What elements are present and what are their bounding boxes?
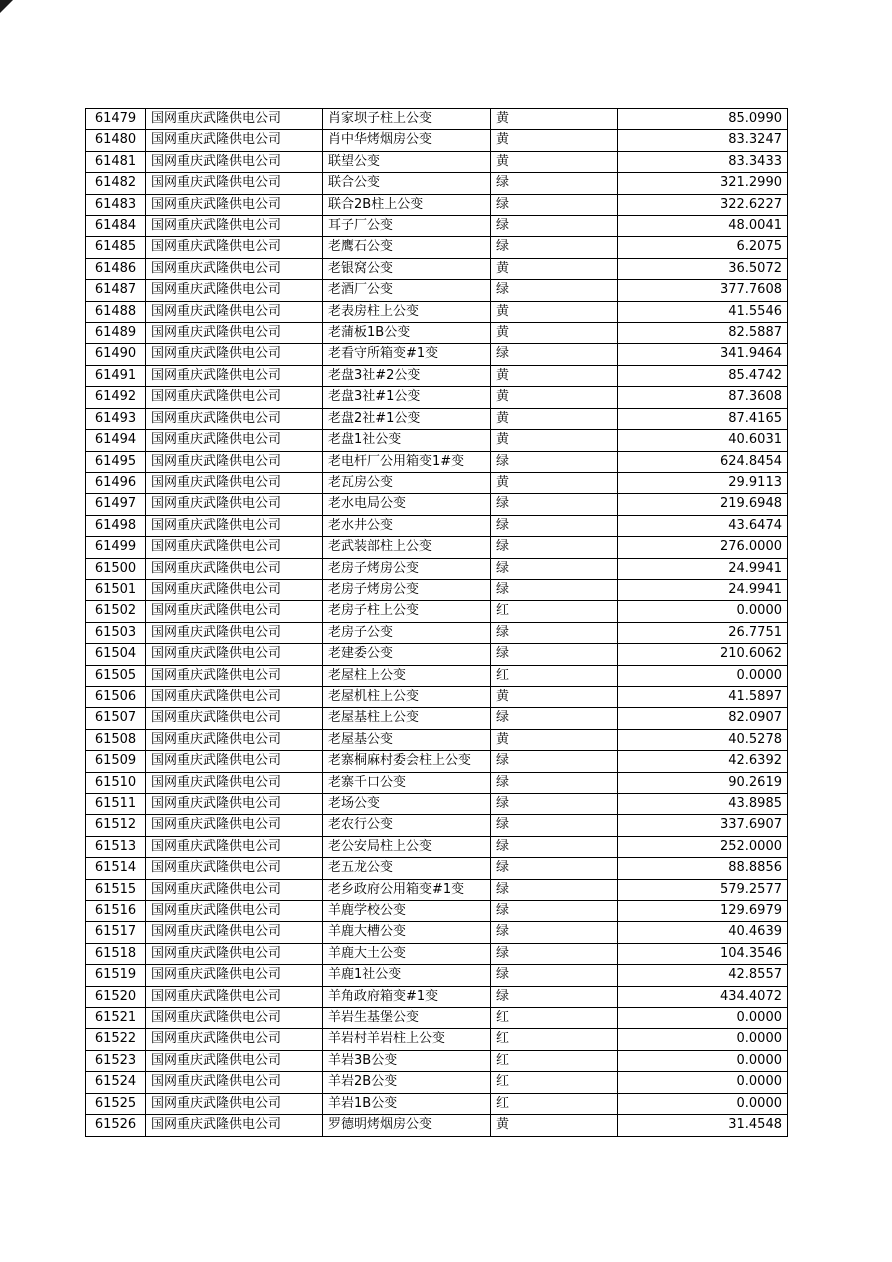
cell-value: 43.8985 [618, 794, 788, 815]
cell-value: 252.0000 [618, 836, 788, 857]
cell-value: 83.3433 [618, 151, 788, 172]
cell-status: 黄 [491, 729, 618, 750]
cell-row-id: 61490 [86, 344, 146, 365]
cell-value: 322.6227 [618, 194, 788, 215]
table-row [86, 601, 788, 622]
table-row [86, 558, 788, 579]
cell-transformer-name: 羊鹿大土公变 [323, 943, 491, 964]
cell-status: 绿 [491, 836, 618, 857]
cell-row-id: 61514 [86, 858, 146, 879]
cell-status: 绿 [491, 280, 618, 301]
cell-row-id: 61485 [86, 237, 146, 258]
cell-company: 国网重庆武隆供电公司 [146, 858, 323, 879]
cell-value: 40.5278 [618, 729, 788, 750]
cell-transformer-name: 老寨千口公变 [323, 772, 491, 793]
cell-row-id: 61503 [86, 622, 146, 643]
cell-company: 国网重庆武隆供电公司 [146, 109, 323, 130]
cell-value: 87.3608 [618, 387, 788, 408]
cell-value: 0.0000 [618, 1029, 788, 1050]
cell-transformer-name: 羊岩2B公变 [323, 1072, 491, 1093]
cell-value: 42.6392 [618, 751, 788, 772]
cell-transformer-name: 老公安局柱上公变 [323, 836, 491, 857]
table-row [86, 1050, 788, 1071]
cell-row-id: 61493 [86, 408, 146, 429]
cell-transformer-name: 罗德明烤烟房公变 [323, 1115, 491, 1136]
cell-value: 48.0041 [618, 216, 788, 237]
cell-company: 国网重庆武隆供电公司 [146, 408, 323, 429]
cell-status: 绿 [491, 622, 618, 643]
table-row [86, 237, 788, 258]
cell-row-id: 61511 [86, 794, 146, 815]
cell-transformer-name: 肖家坝子柱上公变 [323, 109, 491, 130]
cell-value: 40.4639 [618, 922, 788, 943]
cell-transformer-name: 老房子公变 [323, 622, 491, 643]
table-row [86, 1029, 788, 1050]
page-corner-mark [0, 0, 13, 13]
cell-row-id: 61487 [86, 280, 146, 301]
cell-status: 绿 [491, 537, 618, 558]
table-row [86, 879, 788, 900]
cell-company: 国网重庆武隆供电公司 [146, 515, 323, 536]
cell-company: 国网重庆武隆供电公司 [146, 216, 323, 237]
cell-company: 国网重庆武隆供电公司 [146, 1072, 323, 1093]
cell-row-id: 61515 [86, 879, 146, 900]
cell-company: 国网重庆武隆供电公司 [146, 173, 323, 194]
cell-transformer-name: 老房子柱上公变 [323, 601, 491, 622]
cell-transformer-name: 联合公变 [323, 173, 491, 194]
cell-transformer-name: 老水电局公变 [323, 494, 491, 515]
cell-status: 绿 [491, 237, 618, 258]
cell-status: 绿 [491, 772, 618, 793]
cell-company: 国网重庆武隆供电公司 [146, 430, 323, 451]
table-row [86, 858, 788, 879]
cell-value: 43.6474 [618, 515, 788, 536]
cell-value: 210.6062 [618, 644, 788, 665]
table-row [86, 965, 788, 986]
cell-row-id: 61516 [86, 901, 146, 922]
cell-status: 绿 [491, 644, 618, 665]
cell-company: 国网重庆武隆供电公司 [146, 836, 323, 857]
table-row [86, 408, 788, 429]
cell-status: 绿 [491, 173, 618, 194]
cell-transformer-name: 羊鹿学校公变 [323, 901, 491, 922]
cell-status: 红 [491, 1072, 618, 1093]
cell-value: 24.9941 [618, 579, 788, 600]
cell-value: 26.7751 [618, 622, 788, 643]
cell-row-id: 61508 [86, 729, 146, 750]
cell-transformer-name: 老屋机柱上公变 [323, 686, 491, 707]
table-row [86, 430, 788, 451]
cell-transformer-name: 老鹰石公变 [323, 237, 491, 258]
cell-company: 国网重庆武隆供电公司 [146, 665, 323, 686]
cell-value: 276.0000 [618, 537, 788, 558]
cell-row-id: 61492 [86, 387, 146, 408]
cell-status: 绿 [491, 344, 618, 365]
table-row [86, 258, 788, 279]
cell-status: 绿 [491, 815, 618, 836]
cell-transformer-name: 老寨桐麻村委会柱上公变 [323, 751, 491, 772]
cell-status: 绿 [491, 858, 618, 879]
table-row [86, 772, 788, 793]
cell-row-id: 61500 [86, 558, 146, 579]
cell-status: 绿 [491, 494, 618, 515]
cell-status: 绿 [491, 901, 618, 922]
cell-row-id: 61497 [86, 494, 146, 515]
cell-row-id: 61524 [86, 1072, 146, 1093]
cell-status: 绿 [491, 515, 618, 536]
cell-transformer-name: 老屋基公变 [323, 729, 491, 750]
cell-row-id: 61509 [86, 751, 146, 772]
cell-transformer-name: 羊岩村羊岩柱上公变 [323, 1029, 491, 1050]
cell-value: 434.4072 [618, 986, 788, 1007]
table-row [86, 109, 788, 130]
cell-company: 国网重庆武隆供电公司 [146, 1093, 323, 1114]
cell-row-id: 61480 [86, 130, 146, 151]
cell-row-id: 61501 [86, 579, 146, 600]
table-row [86, 665, 788, 686]
cell-value: 0.0000 [618, 1050, 788, 1071]
table-body [86, 109, 788, 1137]
cell-company: 国网重庆武隆供电公司 [146, 130, 323, 151]
table-row [86, 216, 788, 237]
cell-status: 红 [491, 665, 618, 686]
cell-row-id: 61491 [86, 365, 146, 386]
cell-company: 国网重庆武隆供电公司 [146, 965, 323, 986]
cell-transformer-name: 老农行公变 [323, 815, 491, 836]
cell-company: 国网重庆武隆供电公司 [146, 237, 323, 258]
cell-value: 341.9464 [618, 344, 788, 365]
table-row [86, 901, 788, 922]
cell-company: 国网重庆武隆供电公司 [146, 344, 323, 365]
cell-company: 国网重庆武隆供电公司 [146, 301, 323, 322]
cell-company: 国网重庆武隆供电公司 [146, 323, 323, 344]
table-row [86, 344, 788, 365]
cell-transformer-name: 羊岩1B公变 [323, 1093, 491, 1114]
table-row [86, 365, 788, 386]
cell-row-id: 61488 [86, 301, 146, 322]
cell-value: 41.5546 [618, 301, 788, 322]
cell-transformer-name: 老盘2社#1公变 [323, 408, 491, 429]
cell-transformer-name: 老水井公变 [323, 515, 491, 536]
cell-transformer-name: 羊鹿1社公变 [323, 965, 491, 986]
table-row [86, 986, 788, 1007]
cell-row-id: 61495 [86, 451, 146, 472]
cell-value: 36.5072 [618, 258, 788, 279]
cell-row-id: 61507 [86, 708, 146, 729]
table-row [86, 323, 788, 344]
cell-company: 国网重庆武隆供电公司 [146, 1029, 323, 1050]
table-row [86, 1093, 788, 1114]
cell-transformer-name: 联望公变 [323, 151, 491, 172]
cell-status: 红 [491, 601, 618, 622]
cell-row-id: 61526 [86, 1115, 146, 1136]
cell-status: 红 [491, 1008, 618, 1029]
cell-status: 绿 [491, 194, 618, 215]
cell-transformer-name: 老盘3社#2公变 [323, 365, 491, 386]
cell-transformer-name: 羊角政府箱变#1变 [323, 986, 491, 1007]
cell-value: 87.4165 [618, 408, 788, 429]
cell-transformer-name: 老蒲板1B公变 [323, 323, 491, 344]
cell-row-id: 61523 [86, 1050, 146, 1071]
cell-company: 国网重庆武隆供电公司 [146, 943, 323, 964]
cell-row-id: 61505 [86, 665, 146, 686]
cell-status: 黄 [491, 472, 618, 493]
cell-status: 绿 [491, 922, 618, 943]
cell-transformer-name: 老屋基柱上公变 [323, 708, 491, 729]
cell-value: 85.0990 [618, 109, 788, 130]
cell-status: 红 [491, 1050, 618, 1071]
cell-row-id: 61483 [86, 194, 146, 215]
table-row [86, 515, 788, 536]
cell-status: 绿 [491, 451, 618, 472]
cell-company: 国网重庆武隆供电公司 [146, 644, 323, 665]
cell-value: 129.6979 [618, 901, 788, 922]
table-row [86, 494, 788, 515]
cell-value: 0.0000 [618, 665, 788, 686]
cell-row-id: 61506 [86, 686, 146, 707]
cell-company: 国网重庆武隆供电公司 [146, 922, 323, 943]
cell-status: 黄 [491, 365, 618, 386]
table-row [86, 644, 788, 665]
table-row [86, 537, 788, 558]
table-row [86, 1115, 788, 1136]
cell-transformer-name: 老银窝公变 [323, 258, 491, 279]
cell-status: 黄 [491, 301, 618, 322]
cell-value: 82.5887 [618, 323, 788, 344]
table-row [86, 130, 788, 151]
cell-status: 绿 [491, 965, 618, 986]
cell-status: 黄 [491, 408, 618, 429]
cell-company: 国网重庆武隆供电公司 [146, 537, 323, 558]
cell-transformer-name: 肖中华烤烟房公变 [323, 130, 491, 151]
cell-transformer-name: 老场公变 [323, 794, 491, 815]
cell-company: 国网重庆武隆供电公司 [146, 1115, 323, 1136]
table-row [86, 815, 788, 836]
cell-value: 85.4742 [618, 365, 788, 386]
table-row [86, 836, 788, 857]
cell-value: 24.9941 [618, 558, 788, 579]
table-row [86, 794, 788, 815]
cell-transformer-name: 老盘1社公变 [323, 430, 491, 451]
cell-value: 337.6907 [618, 815, 788, 836]
cell-company: 国网重庆武隆供电公司 [146, 451, 323, 472]
cell-company: 国网重庆武隆供电公司 [146, 879, 323, 900]
cell-status: 绿 [491, 708, 618, 729]
cell-row-id: 61498 [86, 515, 146, 536]
cell-company: 国网重庆武隆供电公司 [146, 494, 323, 515]
cell-value: 90.2619 [618, 772, 788, 793]
table-row [86, 751, 788, 772]
table-row [86, 729, 788, 750]
cell-company: 国网重庆武隆供电公司 [146, 708, 323, 729]
cell-status: 绿 [491, 986, 618, 1007]
cell-company: 国网重庆武隆供电公司 [146, 601, 323, 622]
cell-row-id: 61504 [86, 644, 146, 665]
cell-company: 国网重庆武隆供电公司 [146, 579, 323, 600]
cell-value: 0.0000 [618, 1093, 788, 1114]
cell-transformer-name: 老五龙公变 [323, 858, 491, 879]
table-row [86, 622, 788, 643]
table-row [86, 1008, 788, 1029]
cell-value: 29.9113 [618, 472, 788, 493]
cell-transformer-name: 老武装部柱上公变 [323, 537, 491, 558]
cell-value: 83.3247 [618, 130, 788, 151]
cell-company: 国网重庆武隆供电公司 [146, 472, 323, 493]
cell-transformer-name: 老表房柱上公变 [323, 301, 491, 322]
cell-company: 国网重庆武隆供电公司 [146, 751, 323, 772]
table-row [86, 173, 788, 194]
table-row [86, 301, 788, 322]
table-row [86, 451, 788, 472]
cell-value: 624.8454 [618, 451, 788, 472]
cell-value: 579.2577 [618, 879, 788, 900]
cell-value: 82.0907 [618, 708, 788, 729]
cell-value: 6.2075 [618, 237, 788, 258]
table-row [86, 387, 788, 408]
cell-value: 104.3546 [618, 943, 788, 964]
cell-status: 绿 [491, 879, 618, 900]
cell-value: 0.0000 [618, 601, 788, 622]
cell-row-id: 61479 [86, 109, 146, 130]
cell-row-id: 61494 [86, 430, 146, 451]
cell-company: 国网重庆武隆供电公司 [146, 794, 323, 815]
table-row [86, 708, 788, 729]
cell-row-id: 61519 [86, 965, 146, 986]
cell-row-id: 61512 [86, 815, 146, 836]
table-row [86, 686, 788, 707]
cell-row-id: 61510 [86, 772, 146, 793]
cell-status: 红 [491, 1029, 618, 1050]
cell-status: 黄 [491, 323, 618, 344]
cell-value: 88.8856 [618, 858, 788, 879]
cell-transformer-name: 羊鹿大槽公变 [323, 922, 491, 943]
table-row [86, 280, 788, 301]
cell-company: 国网重庆武隆供电公司 [146, 815, 323, 836]
cell-row-id: 61484 [86, 216, 146, 237]
cell-row-id: 61489 [86, 323, 146, 344]
cell-transformer-name: 联合2B柱上公变 [323, 194, 491, 215]
cell-company: 国网重庆武隆供电公司 [146, 194, 323, 215]
table-row [86, 1072, 788, 1093]
cell-value: 41.5897 [618, 686, 788, 707]
cell-status: 绿 [491, 751, 618, 772]
cell-company: 国网重庆武隆供电公司 [146, 1050, 323, 1071]
cell-status: 红 [491, 1093, 618, 1114]
cell-value: 377.7608 [618, 280, 788, 301]
cell-value: 219.6948 [618, 494, 788, 515]
table-row [86, 194, 788, 215]
cell-status: 绿 [491, 216, 618, 237]
cell-transformer-name: 老看守所箱变#1变 [323, 344, 491, 365]
cell-row-id: 61482 [86, 173, 146, 194]
cell-value: 42.8557 [618, 965, 788, 986]
cell-value: 31.4548 [618, 1115, 788, 1136]
cell-status: 黄 [491, 387, 618, 408]
cell-status: 绿 [491, 943, 618, 964]
table-row [86, 922, 788, 943]
cell-status: 绿 [491, 558, 618, 579]
cell-company: 国网重庆武隆供电公司 [146, 365, 323, 386]
cell-transformer-name: 老房子烤房公变 [323, 558, 491, 579]
cell-company: 国网重庆武隆供电公司 [146, 1008, 323, 1029]
cell-transformer-name: 老建委公变 [323, 644, 491, 665]
cell-transformer-name: 老盘3社#1公变 [323, 387, 491, 408]
cell-value: 321.2990 [618, 173, 788, 194]
cell-transformer-name: 老瓦房公变 [323, 472, 491, 493]
cell-status: 黄 [491, 1115, 618, 1136]
cell-status: 黄 [491, 151, 618, 172]
cell-value: 0.0000 [618, 1008, 788, 1029]
cell-row-id: 61521 [86, 1008, 146, 1029]
cell-company: 国网重庆武隆供电公司 [146, 986, 323, 1007]
cell-transformer-name: 老电杆厂公用箱变1#变 [323, 451, 491, 472]
cell-transformer-name: 老房子烤房公变 [323, 579, 491, 600]
table-row [86, 472, 788, 493]
cell-status: 黄 [491, 686, 618, 707]
table-row [86, 151, 788, 172]
cell-status: 绿 [491, 579, 618, 600]
cell-company: 国网重庆武隆供电公司 [146, 729, 323, 750]
cell-row-id: 61517 [86, 922, 146, 943]
cell-transformer-name: 老酒厂公变 [323, 280, 491, 301]
cell-transformer-name: 羊岩生基堡公变 [323, 1008, 491, 1029]
cell-transformer-name: 老乡政府公用箱变#1变 [323, 879, 491, 900]
table-row [86, 943, 788, 964]
cell-row-id: 61522 [86, 1029, 146, 1050]
data-table [85, 108, 788, 1137]
cell-status: 黄 [491, 130, 618, 151]
cell-row-id: 61520 [86, 986, 146, 1007]
cell-row-id: 61496 [86, 472, 146, 493]
cell-company: 国网重庆武隆供电公司 [146, 387, 323, 408]
cell-status: 黄 [491, 258, 618, 279]
cell-company: 国网重庆武隆供电公司 [146, 258, 323, 279]
cell-row-id: 61486 [86, 258, 146, 279]
cell-company: 国网重庆武隆供电公司 [146, 280, 323, 301]
cell-row-id: 61518 [86, 943, 146, 964]
cell-company: 国网重庆武隆供电公司 [146, 622, 323, 643]
cell-transformer-name: 羊岩3B公变 [323, 1050, 491, 1071]
cell-company: 国网重庆武隆供电公司 [146, 151, 323, 172]
cell-value: 0.0000 [618, 1072, 788, 1093]
cell-row-id: 61481 [86, 151, 146, 172]
cell-company: 国网重庆武隆供电公司 [146, 558, 323, 579]
cell-company: 国网重庆武隆供电公司 [146, 686, 323, 707]
cell-company: 国网重庆武隆供电公司 [146, 901, 323, 922]
cell-status: 黄 [491, 109, 618, 130]
cell-row-id: 61499 [86, 537, 146, 558]
cell-row-id: 61525 [86, 1093, 146, 1114]
cell-value: 40.6031 [618, 430, 788, 451]
cell-status: 黄 [491, 430, 618, 451]
cell-transformer-name: 老屋柱上公变 [323, 665, 491, 686]
cell-row-id: 61513 [86, 836, 146, 857]
cell-company: 国网重庆武隆供电公司 [146, 772, 323, 793]
cell-status: 绿 [491, 794, 618, 815]
cell-transformer-name: 耳子厂公变 [323, 216, 491, 237]
table-row [86, 579, 788, 600]
cell-row-id: 61502 [86, 601, 146, 622]
